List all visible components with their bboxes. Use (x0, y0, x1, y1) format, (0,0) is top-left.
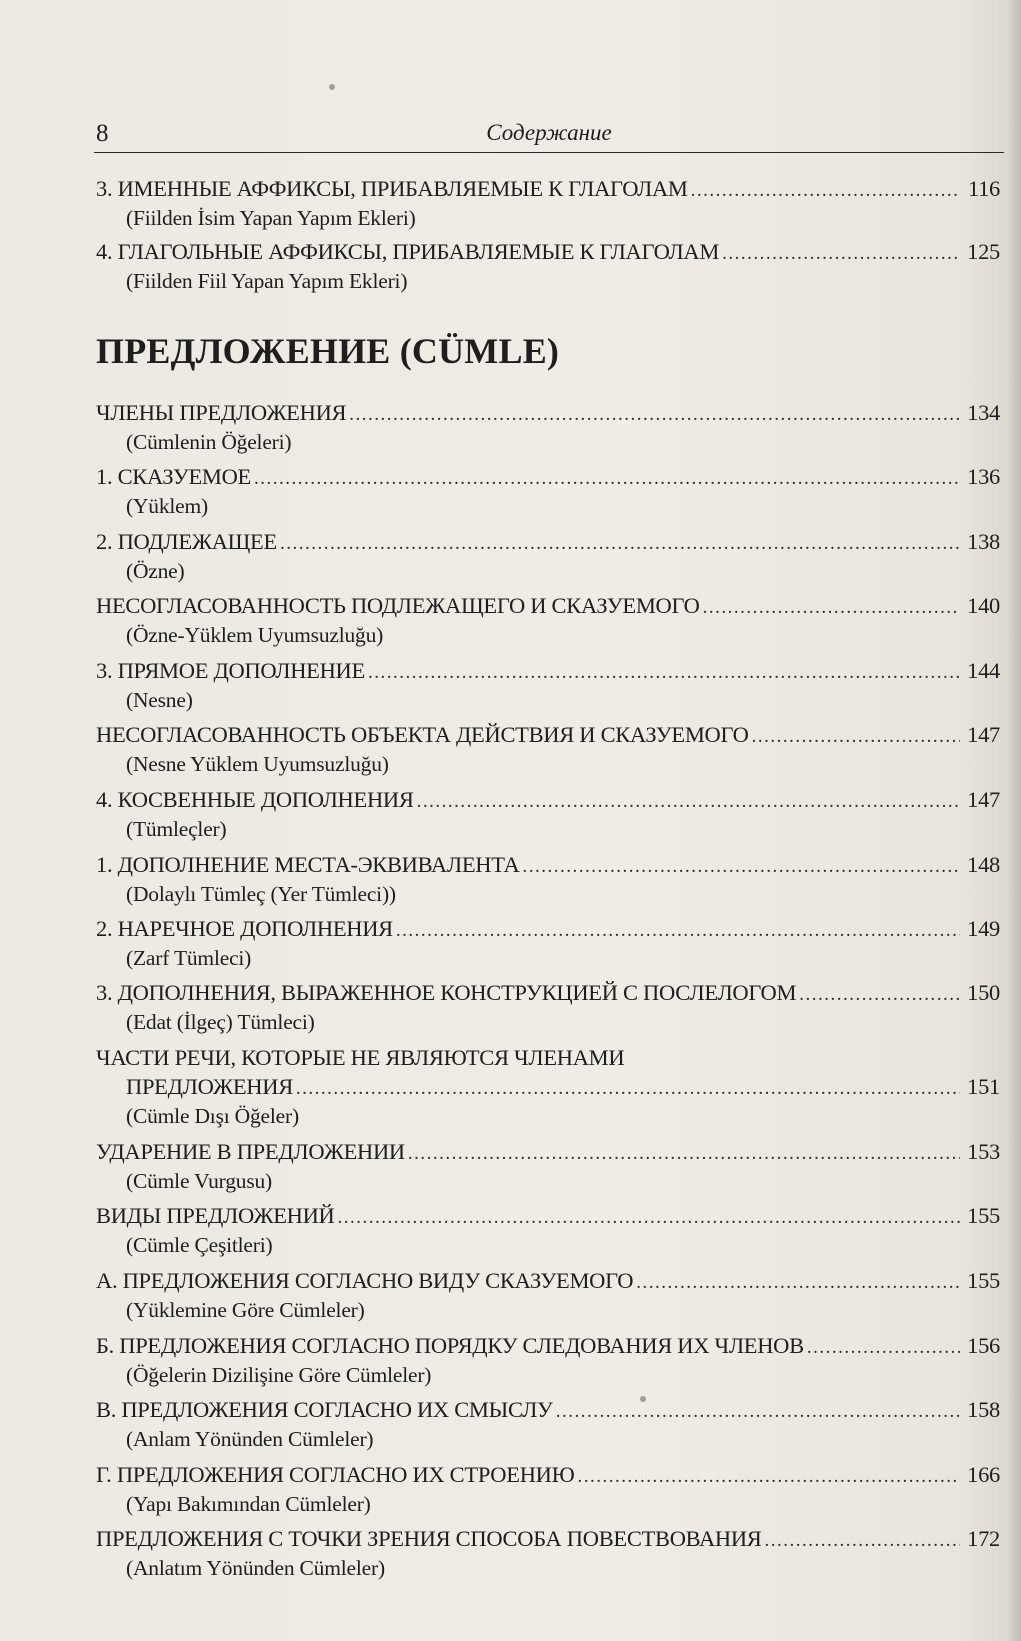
toc-entry-line (96, 656, 1000, 685)
toc-entry (96, 1460, 1000, 1520)
toc-entry-page: 140 (967, 593, 1000, 618)
toc-entry-line (96, 1266, 1000, 1295)
toc-entry-line (96, 850, 1000, 879)
leader-dots (254, 464, 960, 493)
toc-entry-subtitle: (Zarf Tümleci) (126, 946, 252, 970)
toc-entry-title: 3. ДОПОЛНЕНИЯ, ВЫРАЖЕННОЕ КОНСТРУКЦИЕЙ С ПОСЛЕЛОГОМ (96, 980, 797, 1005)
leader-dots (722, 239, 960, 268)
toc-entry-line (96, 720, 1000, 749)
toc-entry-subtitle: (Fiilden İsim Yapan Yapım Ekleri) (126, 206, 416, 230)
leader-dots (417, 787, 960, 816)
toc-list (96, 0, 1000, 1641)
toc-entry-title: НЕСОГЛАСОВАННОСТЬ ПОДЛЕЖАЩЕГО И СКАЗУЕМОГО (96, 593, 700, 618)
toc-entry-line (96, 978, 1000, 1007)
toc-entry-subtitle: (Yüklem) (126, 494, 208, 518)
toc-entry-page: 148 (967, 852, 1000, 877)
toc-entry (96, 462, 1000, 522)
leader-dots (280, 529, 960, 558)
toc-entry-title: 3. ПРЯМОЕ ДОПОЛНЕНИЕ (96, 658, 365, 683)
toc-entry-subtitle: (Edat (İlgeç) Tümleci) (126, 1010, 315, 1034)
leader-dots (368, 658, 960, 687)
leader-dots (338, 1203, 960, 1232)
toc-entry-line (96, 237, 1000, 266)
toc-entry-page: 149 (967, 916, 1000, 941)
leader-dots (703, 593, 960, 622)
toc-entry-subtitle: (Özne-Yüklem Uyumsuzluğu) (126, 623, 384, 647)
section-heading: ПРЕДЛОЖЕНИЕ (CÜMLE) (96, 331, 560, 371)
toc-entry-title: 1. СКАЗУЕМОЕ (96, 464, 251, 489)
toc-entry-title: Б. ПРЕДЛОЖЕНИЯ СОГЛАСНО ПОРЯДКУ СЛЕДОВАНИЯ ИХ ЧЛЕНОВ (96, 1333, 804, 1358)
toc-entry (96, 978, 1000, 1038)
page-number: 8 (96, 120, 109, 147)
toc-entry (96, 720, 1000, 780)
toc-entry-title-continued: ПРЕДЛОЖЕНИЯ (126, 1074, 293, 1099)
toc-entry (96, 1331, 1000, 1391)
leader-dots (765, 1526, 960, 1555)
toc-entry (96, 1201, 1000, 1261)
leader-dots (523, 852, 961, 881)
toc-entry-subtitle: (Cümle Dışı Öğeler) (126, 1104, 299, 1128)
toc-entry-page: 153 (967, 1139, 1000, 1164)
toc-entry-line (96, 1072, 1000, 1101)
toc-entry-line (96, 1043, 1000, 1072)
toc-entry-line (96, 1395, 1000, 1424)
paper-speck (640, 1396, 646, 1402)
toc-entry-title: УДАРЕНИЕ В ПРЕДЛОЖЕНИИ (96, 1139, 405, 1164)
toc-entry-title: В. ПРЕДЛОЖЕНИЯ СОГЛАСНО ИХ СМЫСЛУ (96, 1397, 553, 1422)
toc-entry-subtitle: (Anlatım Yönünden Cümleler) (126, 1556, 385, 1580)
leader-dots (396, 916, 960, 945)
toc-entry (96, 527, 1000, 587)
toc-entry (96, 398, 1000, 458)
toc-entry (96, 591, 1000, 651)
toc-entry-page: 151 (967, 1074, 1000, 1099)
toc-entry-line (96, 174, 1000, 203)
toc-entry-page: 138 (967, 529, 1000, 554)
toc-entry-title: НЕСОГЛАСОВАННОСТЬ ОБЪЕКТА ДЕЙСТВИЯ И СКАЗУЕМОГО (96, 722, 749, 747)
toc-entry-page: 134 (967, 400, 1000, 425)
toc-entry-line (96, 527, 1000, 556)
toc-entry-line (96, 1331, 1000, 1360)
toc-entry-page: 147 (967, 787, 1000, 812)
toc-entry (96, 850, 1000, 910)
toc-entry-page: 150 (967, 980, 1000, 1005)
leader-dots (807, 1333, 960, 1362)
toc-entry (96, 237, 1000, 297)
toc-entry-subtitle: (Cümlenin Öğeleri) (126, 430, 292, 454)
toc-entry-line (96, 462, 1000, 491)
toc-entry-line (96, 914, 1000, 943)
leader-dots (752, 722, 960, 751)
toc-entry (96, 785, 1000, 845)
toc-entry-page: 147 (967, 722, 1000, 747)
toc-entry-subtitle: (Özne) (126, 559, 185, 583)
toc-entry-title: 1. ДОПОЛНЕНИЕ МЕСТА-ЭКВИВАЛЕНТА (96, 852, 520, 877)
toc-entry (96, 1137, 1000, 1197)
toc-entry-subtitle: (Öğelerin Dizilişine Göre Cümleler) (126, 1363, 432, 1387)
toc-entry-line (96, 1524, 1000, 1553)
toc-entry-title: Г. ПРЕДЛОЖЕНИЯ СОГЛАСНО ИХ СТРОЕНИЮ (96, 1462, 575, 1487)
toc-entry-title: 4. ГЛАГОЛЬНЫЕ АФФИКСЫ, ПРИБАВЛЯЕМЫЕ К ГЛАГОЛАМ (96, 239, 720, 264)
toc-entry-title: 2. ПОДЛЕЖАЩЕЕ (96, 529, 277, 554)
toc-entry-title: ВИДЫ ПРЕДЛОЖЕНИЙ (96, 1203, 335, 1228)
toc-entry-subtitle: (Tümleçler) (126, 817, 227, 841)
toc-entry-page: 158 (967, 1397, 1000, 1422)
toc-entry (96, 174, 1000, 234)
toc-entry (96, 914, 1000, 974)
toc-entry-subtitle: (Anlam Yönünden Cümleler) (126, 1427, 374, 1451)
toc-entry-line (96, 398, 1000, 427)
leader-dots (556, 1397, 960, 1426)
toc-entry-subtitle: (Dolaylı Tümleç (Yer Tümleci)) (126, 882, 396, 906)
toc-entry-page: 116 (967, 176, 1000, 201)
toc-entry (96, 1524, 1000, 1584)
toc-entry-page: 155 (967, 1268, 1000, 1293)
toc-entry-line (96, 591, 1000, 620)
toc-entry-subtitle: (Yüklemine Göre Cümleler) (126, 1298, 365, 1322)
toc-entry-page: 172 (967, 1526, 1000, 1551)
toc-entry-title: 4. КОСВЕННЫЕ ДОПОЛНЕНИЯ (96, 787, 414, 812)
toc-entry-page: 156 (967, 1333, 1000, 1358)
toc-entry-page: 144 (967, 658, 1000, 683)
toc-entry-title: 3. ИМЕННЫЕ АФФИКСЫ, ПРИБАВЛЯЕМЫЕ К ГЛАГОЛАМ (96, 176, 688, 201)
paper-speck (329, 84, 335, 90)
toc-entry-title: ПРЕДЛОЖЕНИЯ С ТОЧКИ ЗРЕНИЯ СПОСОБА ПОВЕСТВОВАНИЯ (96, 1526, 762, 1551)
toc-entry (96, 1266, 1000, 1326)
toc-entry-subtitle: (Nesne) (126, 688, 193, 712)
toc-entry (96, 1043, 1000, 1132)
leader-dots (691, 176, 960, 205)
toc-entry-title: ЧЛЕНЫ ПРЕДЛОЖЕНИЯ (96, 400, 347, 425)
toc-entry (96, 656, 1000, 716)
toc-entry-line (96, 1137, 1000, 1166)
toc-entry-page: 155 (967, 1203, 1000, 1228)
page-edge-shadow (1007, 0, 1021, 1641)
toc-entry-subtitle: (Cümle Vurgusu) (126, 1169, 273, 1193)
toc-entry-page: 166 (967, 1462, 1000, 1487)
toc-entry-subtitle: (Nesne Yüklem Uyumsuzluğu) (126, 752, 389, 776)
toc-entry-title: 2. НАРЕЧНОЕ ДОПОЛНЕНИЯ (96, 916, 393, 941)
leader-dots (408, 1139, 960, 1168)
toc-entry-title: ЧАСТИ РЕЧИ, КОТОРЫЕ НЕ ЯВЛЯЮТСЯ ЧЛЕНАМИ (96, 1045, 625, 1070)
toc-entry-subtitle: (Yapı Bakımından Cümleler) (126, 1492, 371, 1516)
leader-dots (577, 1462, 960, 1491)
toc-entry-title: А. ПРЕДЛОЖЕНИЯ СОГЛАСНО ВИДУ СКАЗУЕМОГО (96, 1268, 634, 1293)
toc-entry-subtitle: (Cümle Çeşitleri) (126, 1233, 273, 1257)
leader-dots (799, 980, 960, 1009)
toc-entry-line (96, 1460, 1000, 1489)
toc-entry-page: 125 (967, 239, 1000, 264)
leader-dots (349, 400, 960, 429)
running-title: Содержание (486, 120, 612, 145)
leader-dots (296, 1074, 960, 1103)
toc-entry (96, 1395, 1000, 1455)
toc-entry-page: 136 (967, 464, 1000, 489)
leader-dots (636, 1268, 960, 1297)
toc-entry-line (96, 1201, 1000, 1230)
toc-entry-line (96, 785, 1000, 814)
toc-entry-subtitle: (Fiilden Fiil Yapan Yapım Ekleri) (126, 269, 408, 293)
